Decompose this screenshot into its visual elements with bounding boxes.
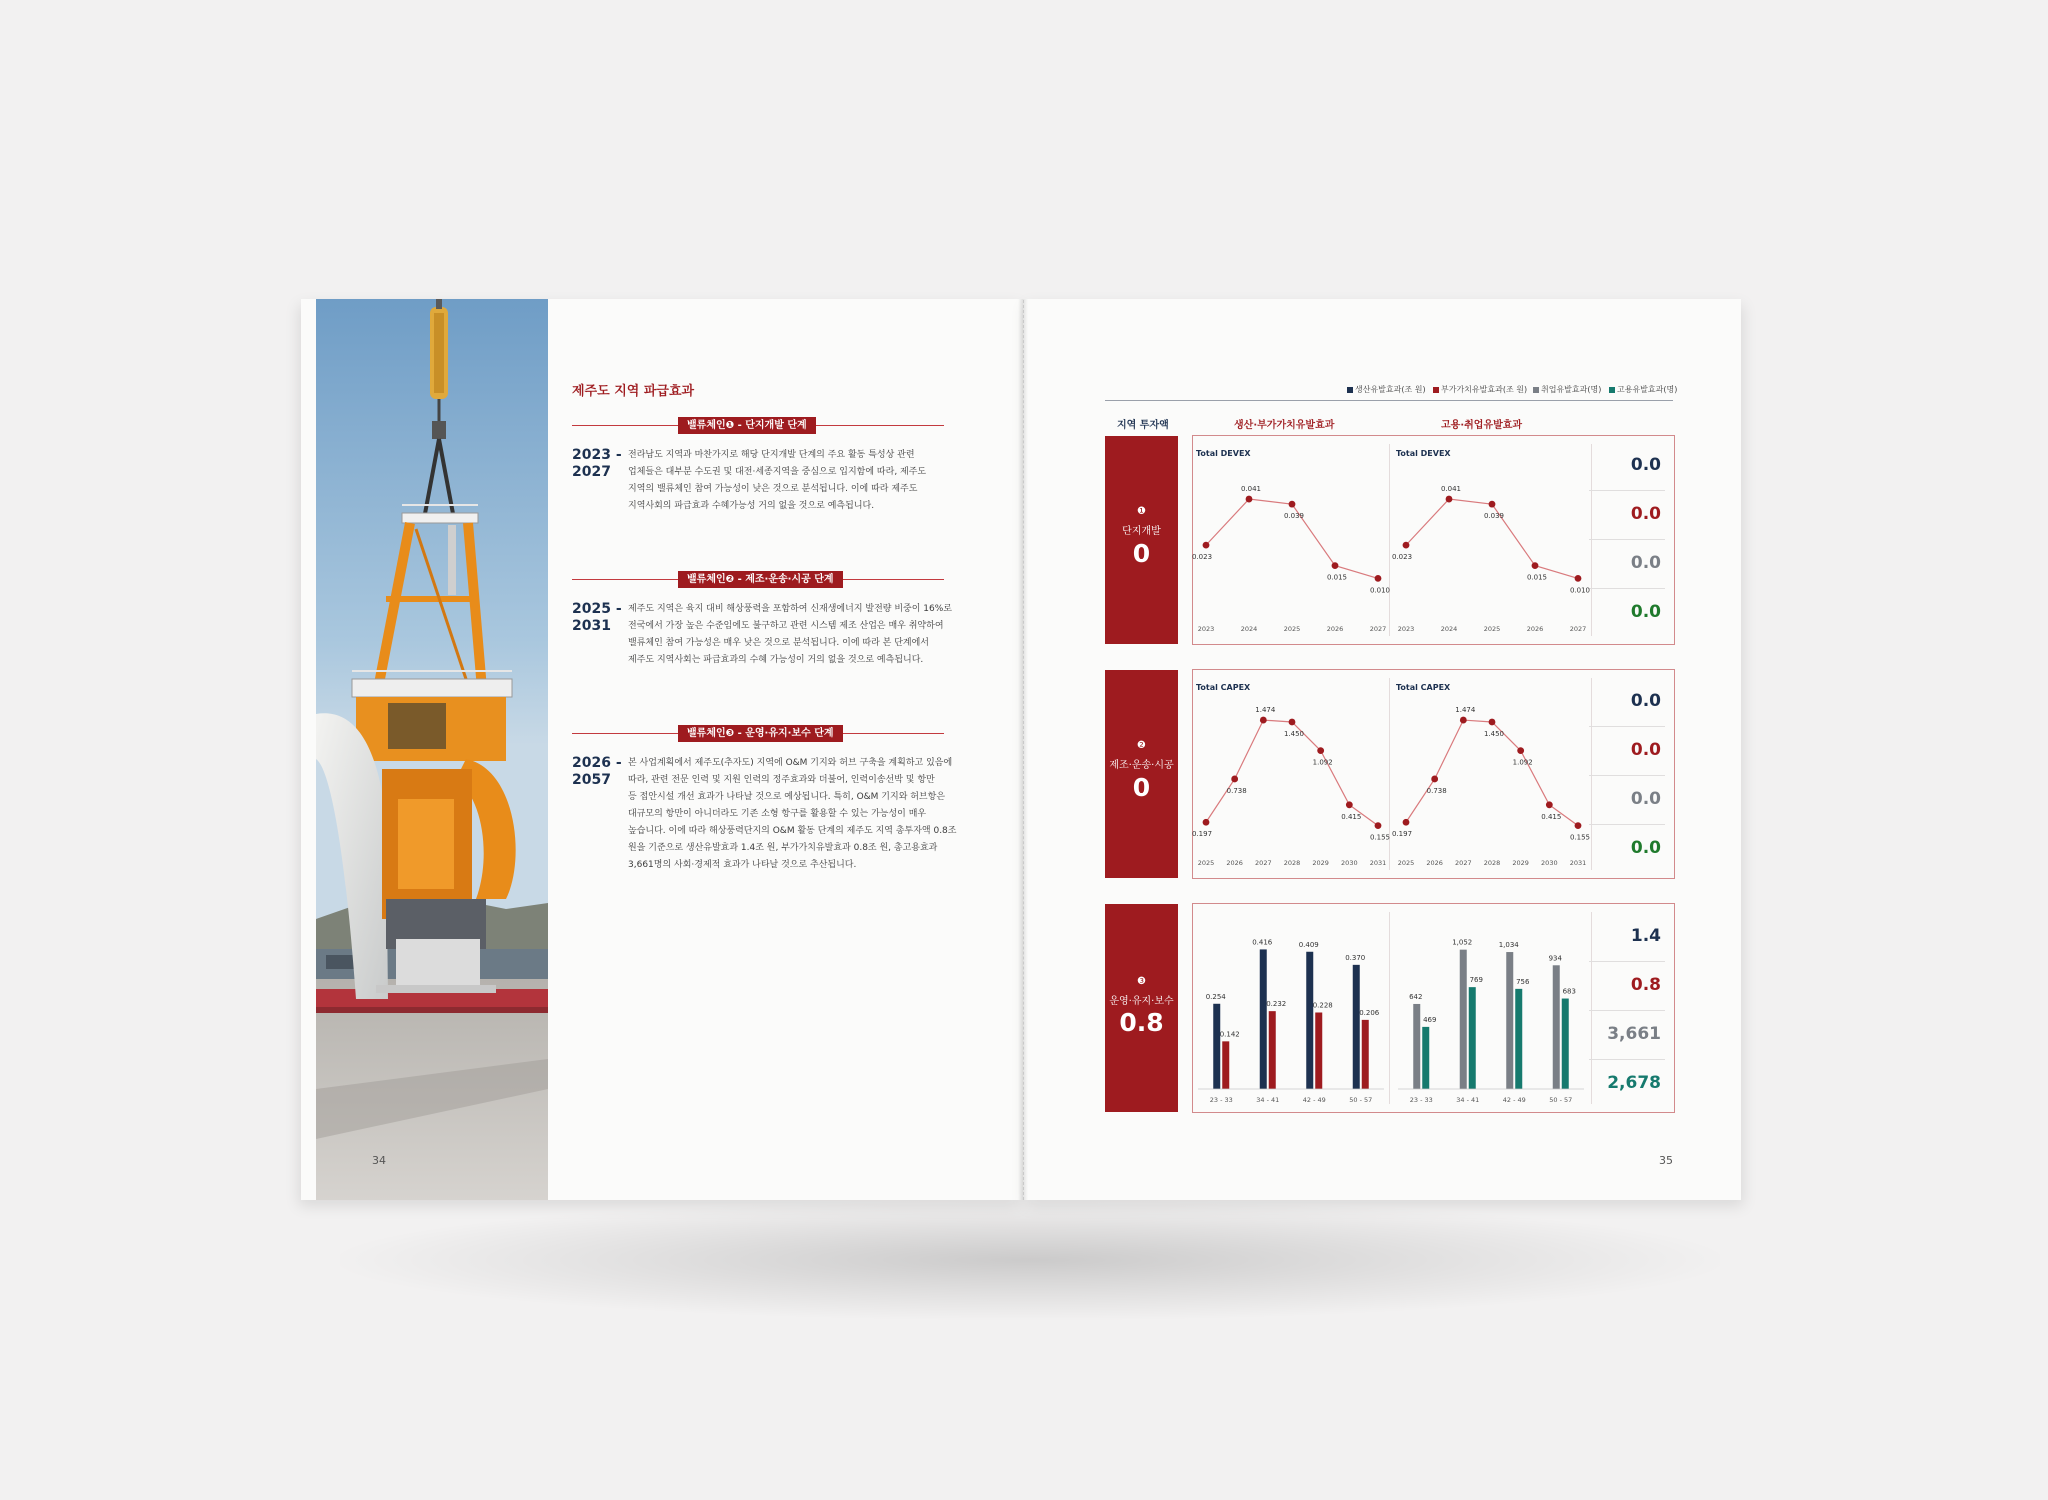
data-label: 0.015 [1326, 573, 1348, 582]
data-label: 0.416 [1252, 938, 1273, 947]
stage-2-value-added-value: 0.0 [1630, 740, 1661, 760]
bar [1460, 950, 1467, 1089]
offshore-crane-photo [316, 299, 548, 1200]
stage-2-jobs-value: 0.0 [1630, 789, 1661, 809]
capex-line-chart-production [1191, 678, 1391, 874]
stage-1-pill: 밸류체인❶ - 단지개발 단계 [678, 417, 816, 434]
data-label: 934 [1548, 954, 1562, 963]
stage-2-employment-value: 0.0 [1630, 838, 1661, 858]
stage-3-number: ❸ [1137, 976, 1146, 987]
data-point [1532, 562, 1539, 569]
x-tick-label: 2023 [1197, 625, 1215, 633]
value-separator [1589, 775, 1665, 776]
data-label: 1.450 [1283, 730, 1305, 738]
stage-2-year-to: 2031 [572, 618, 611, 634]
data-label: 1.474 [1255, 706, 1276, 715]
stage-3-jobs-value: 3,661 [1607, 1024, 1661, 1044]
x-tick-label: 2030 [1541, 859, 1558, 867]
stage-1-line: 지역사회의 파급효과 수혜가능성 거의 없을 것으로 예측됩니다. [628, 501, 875, 511]
series-line [1406, 499, 1578, 578]
data-point [1203, 819, 1210, 826]
bar [1562, 999, 1569, 1089]
legend-jobs-label: 취업유발효과(명) [1541, 385, 1602, 394]
stage-3-year-to: 2057 [572, 772, 611, 788]
x-tick-label: 2029 [1312, 859, 1329, 867]
stage-2-line: 제주도 지역사회는 파급효과의 수혜 가능성이 거의 없을 것으로 예측됩니다. [628, 655, 924, 665]
data-label: 0.155 [1569, 833, 1591, 842]
stage-3-line: 본 사업계획에서 제주도(추자도) 지역에 O&M 기지와 허브 구축을 계획하고 있음에 [628, 758, 953, 768]
stage-1-line: 지역의 밸류체인 참여 가능성이 낮은 것으로 분석됩니다. 이에 따라 제주도 [628, 484, 918, 494]
x-tick-label: 2027 [1255, 859, 1272, 867]
stage-3-investment-block [1105, 904, 1178, 1112]
value-separator [1589, 824, 1665, 825]
stage-3-line: 대규모의 항만이 아니더라도 기존 소형 항구를 활용할 수 있는 가능성이 매우 [628, 809, 927, 819]
data-point [1460, 717, 1467, 724]
data-label: 0.015 [1526, 573, 1548, 582]
data-point [1575, 822, 1582, 829]
data-label: 0.041 [1240, 485, 1262, 494]
data-label: 642 [1409, 992, 1423, 1001]
x-tick-label: 2024 [1240, 625, 1258, 633]
stage-2-line: 전국에서 가장 높은 수준임에도 불구하고 관련 시스템 제조 산업은 매우 취약하여 [628, 621, 944, 631]
data-label: 1,052 [1452, 938, 1473, 947]
stage-3-value-added-value: 0.8 [1630, 975, 1661, 995]
data-label: 1,034 [1498, 941, 1519, 950]
x-tick-label: 2026 [1526, 625, 1544, 633]
data-label: 1.092 [1512, 758, 1533, 767]
legend-jobs-swatch [1533, 387, 1539, 393]
chart-title: Total DEVEX [1396, 449, 1451, 458]
bar [1469, 987, 1476, 1089]
data-label: 469 [1423, 1015, 1437, 1024]
data-point [1575, 575, 1582, 582]
col-header-employment: 고용·취업유발효과 [1441, 420, 1523, 431]
stage-3-year-from: 2026 - [572, 755, 622, 771]
data-label: 0.023 [1391, 553, 1413, 562]
stage-2-year-from: 2025 - [572, 601, 622, 617]
value-separator [1589, 961, 1665, 962]
x-tick-label: 34 - 41 [1256, 1096, 1280, 1104]
bar [1222, 1041, 1229, 1089]
data-label: 0.738 [1226, 786, 1247, 795]
stage-1-name: 단지개발 [1122, 526, 1161, 537]
x-tick-label: 50 - 57 [1349, 1096, 1373, 1104]
data-point [1289, 719, 1296, 726]
legend-production-label: 생산유발효과(조 원) [1355, 385, 1426, 394]
x-tick-label: 23 - 33 [1209, 1096, 1233, 1104]
data-point [1517, 747, 1524, 754]
data-point [1332, 562, 1339, 569]
x-tick-label: 2031 [1569, 859, 1587, 867]
bar [1515, 989, 1522, 1089]
data-label: 0.142 [1219, 1030, 1240, 1039]
x-tick-label: 2027 [1455, 859, 1472, 867]
data-label: 0.155 [1369, 833, 1391, 842]
data-label: 1.092 [1312, 758, 1333, 767]
stage-3-divider [1389, 912, 1390, 1104]
data-label: 0.023 [1191, 553, 1213, 562]
bar [1315, 1012, 1322, 1089]
data-point [1546, 801, 1553, 808]
stage-1-text [628, 447, 926, 515]
x-tick-label: 2023 [1397, 625, 1415, 633]
stage-1-investment-block [1105, 436, 1178, 644]
stage-3-line: 등 접안시설 개선 효과가 나타날 것으로 예상됩니다. 특히, O&M 기지와 허브항은 [628, 792, 946, 802]
value-separator [1589, 490, 1665, 491]
x-tick-label: 23 - 33 [1409, 1096, 1433, 1104]
data-point [1489, 501, 1496, 508]
data-label: 0.370 [1345, 953, 1366, 962]
x-tick-label: 2026 [1326, 625, 1344, 633]
x-tick-label: 2026 [1426, 859, 1443, 867]
x-tick-label: 34 - 41 [1456, 1096, 1480, 1104]
devex-line-chart-employment [1391, 444, 1591, 640]
bar [1213, 1004, 1220, 1089]
chart-title: Total CAPEX [1196, 683, 1251, 692]
bar [1260, 949, 1267, 1089]
stage-2-line: 제주도 지역은 육지 대비 해상풍력을 포함하여 신재생에너지 발전량 비중이 16%로 [628, 604, 952, 614]
bar [1506, 952, 1513, 1089]
x-tick-label: 2028 [1283, 859, 1301, 867]
data-label: 0.039 [1483, 512, 1505, 521]
data-point [1246, 496, 1253, 503]
stage-1-line: 업체들은 대부분 수도권 및 대전·세종지역을 중심으로 입지함에 따라, 제주도 [628, 467, 927, 477]
x-tick-label: 2025 [1197, 859, 1215, 867]
data-label: 0.206 [1359, 1008, 1380, 1017]
legend-employment-label: 고용유발효과(명) [1617, 385, 1678, 394]
spine-fold-line [1023, 300, 1024, 1200]
right-page-number: 35 [1659, 1154, 1673, 1167]
data-label: 0.039 [1283, 512, 1305, 521]
data-point [1231, 776, 1238, 783]
data-point [1346, 801, 1353, 808]
stage-1-year-to: 2027 [572, 464, 611, 480]
data-label: 0.415 [1341, 812, 1362, 821]
crane-illustration [316, 299, 548, 1200]
book-shadow [340, 1200, 1720, 1320]
x-tick-label: 2028 [1483, 859, 1501, 867]
legend-employment-swatch [1609, 387, 1615, 393]
legend-value-added-swatch [1433, 387, 1439, 393]
data-label: 1.450 [1483, 730, 1505, 738]
x-tick-label: 2031 [1369, 859, 1387, 867]
data-point [1403, 819, 1410, 826]
data-point [1317, 747, 1324, 754]
stage-1-jobs-value: 0.0 [1630, 553, 1661, 573]
data-point [1489, 719, 1496, 726]
series-line [1206, 499, 1378, 578]
data-label: 0.415 [1541, 812, 1562, 821]
data-label: 0.010 [1369, 586, 1391, 595]
x-tick-label: 2025 [1397, 859, 1415, 867]
stage-2-investment-block [1105, 670, 1178, 878]
stage-1-investment: 0 [1132, 539, 1151, 568]
bar [1306, 952, 1313, 1089]
stage-2-name: 제조·운송·시공 [1109, 760, 1174, 771]
stage-3-line: 따라, 관련 전문 인력 및 지원 인력의 정주효과와 더불어, 인력이송선박 및 항만 [628, 775, 935, 785]
capex-line-chart-employment [1391, 678, 1591, 874]
stage-3-line: 원을 기준으로 생산유발효과 1.4조 원, 부가가치유발효과 0.8조 원, 총고용효과 [628, 843, 938, 853]
stage-3-production-value: 1.4 [1630, 926, 1661, 946]
stage-2-investment: 0 [1132, 773, 1151, 802]
x-tick-label: 2029 [1512, 859, 1529, 867]
stage-1-value-added-value: 0.0 [1630, 504, 1661, 524]
legend-value-added-label: 부가가치유발효과(조 원) [1441, 385, 1528, 394]
x-tick-label: 42 - 49 [1502, 1096, 1526, 1104]
stage-3-line: 3,661명의 사회·경제적 효과가 나타날 것으로 추산됩니다. [628, 860, 857, 870]
value-separator [1589, 1010, 1665, 1011]
value-separator [1589, 539, 1665, 540]
value-separator [1589, 1059, 1665, 1060]
value-separator [1589, 588, 1665, 589]
x-tick-label: 2030 [1341, 859, 1358, 867]
legend-production-swatch [1347, 387, 1353, 393]
data-label: 769 [1469, 976, 1483, 985]
data-label: 756 [1516, 977, 1530, 986]
data-label: 1.474 [1455, 706, 1476, 715]
data-point [1260, 717, 1267, 724]
stage-1-year-from: 2023 - [572, 447, 622, 463]
data-label: 0.197 [1391, 830, 1413, 839]
stage-1-production-value: 0.0 [1630, 455, 1661, 475]
data-label: 0.010 [1569, 586, 1591, 595]
x-tick-label: 2025 [1483, 625, 1501, 633]
col-header-production: 생산·부가가치유발효과 [1234, 420, 1335, 431]
bar [1362, 1020, 1369, 1089]
bar [1422, 1027, 1429, 1089]
data-label: 683 [1562, 987, 1576, 996]
stage-1-employment-value: 0.0 [1630, 602, 1661, 622]
stage-3-pill: 밸류체인❸ - 운영·유지·보수 단계 [678, 725, 843, 742]
stage-1-line: 전라남도 지역과 마찬가지로 해당 단지개발 단계의 주요 활동 특성상 관련 [628, 450, 915, 460]
devex-line-chart-production [1191, 444, 1391, 640]
bar [1353, 965, 1360, 1089]
stage-3-text [628, 755, 956, 874]
data-label: 0.197 [1191, 830, 1213, 839]
stage-3-investment: 0.8 [1119, 1008, 1164, 1037]
data-label: 0.232 [1266, 1000, 1287, 1009]
stage-2-production-value: 0.0 [1630, 691, 1661, 711]
x-tick-label: 42 - 49 [1302, 1096, 1326, 1104]
x-tick-label: 2024 [1440, 625, 1458, 633]
x-tick-label: 2026 [1226, 859, 1243, 867]
stage-2-line: 밸류체인 참여 가능성은 매우 낮은 것으로 분석됩니다. 이에 따라 본 단계에서 [628, 638, 929, 648]
stage-1-divider [1389, 444, 1390, 636]
data-label: 0.228 [1312, 1001, 1333, 1010]
legend-rule [1105, 400, 1673, 401]
data-label: 0.041 [1440, 485, 1462, 494]
stage-2-number: ❷ [1137, 740, 1146, 751]
stage-3-name: 운영·유지·보수 [1109, 996, 1174, 1007]
x-tick-label: 2025 [1283, 625, 1301, 633]
value-separator [1589, 726, 1665, 727]
data-point [1289, 501, 1296, 508]
data-point [1375, 822, 1382, 829]
data-point [1375, 575, 1382, 582]
left-page-number: 34 [372, 1154, 386, 1167]
page-heading: 제주도 지역 파급효과 [572, 384, 695, 399]
data-point [1403, 542, 1410, 549]
x-tick-label: 50 - 57 [1549, 1096, 1573, 1104]
bar [1553, 965, 1560, 1089]
chart-title: Total DEVEX [1196, 449, 1251, 458]
data-point [1446, 496, 1453, 503]
om-bar-chart-production [1192, 912, 1388, 1108]
stage-3-employment-value: 2,678 [1607, 1073, 1661, 1093]
bar [1413, 1004, 1420, 1089]
x-tick-label: 2027 [1569, 625, 1587, 633]
stage-2-text [628, 601, 952, 669]
x-tick-label: 2027 [1369, 625, 1387, 633]
data-label: 0.409 [1298, 940, 1319, 949]
stage-2-pill: 밸류체인❷ - 제조·운송·시공 단계 [678, 571, 843, 588]
data-point [1431, 776, 1438, 783]
stage-1-number: ❶ [1137, 506, 1146, 517]
data-label: 0.254 [1205, 992, 1226, 1001]
stage-3-line: 높습니다. 이에 따라 해상풍력단지의 O&M 활동 단계의 제주도 지역 총투자액 0.8조 [628, 826, 957, 836]
chart-title: Total CAPEX [1396, 683, 1451, 692]
bar [1269, 1011, 1276, 1089]
data-point [1203, 542, 1210, 549]
data-label: 0.738 [1426, 786, 1447, 795]
om-bar-chart-employment [1392, 912, 1588, 1108]
col-header-investment: 지역 투자액 [1117, 420, 1169, 431]
